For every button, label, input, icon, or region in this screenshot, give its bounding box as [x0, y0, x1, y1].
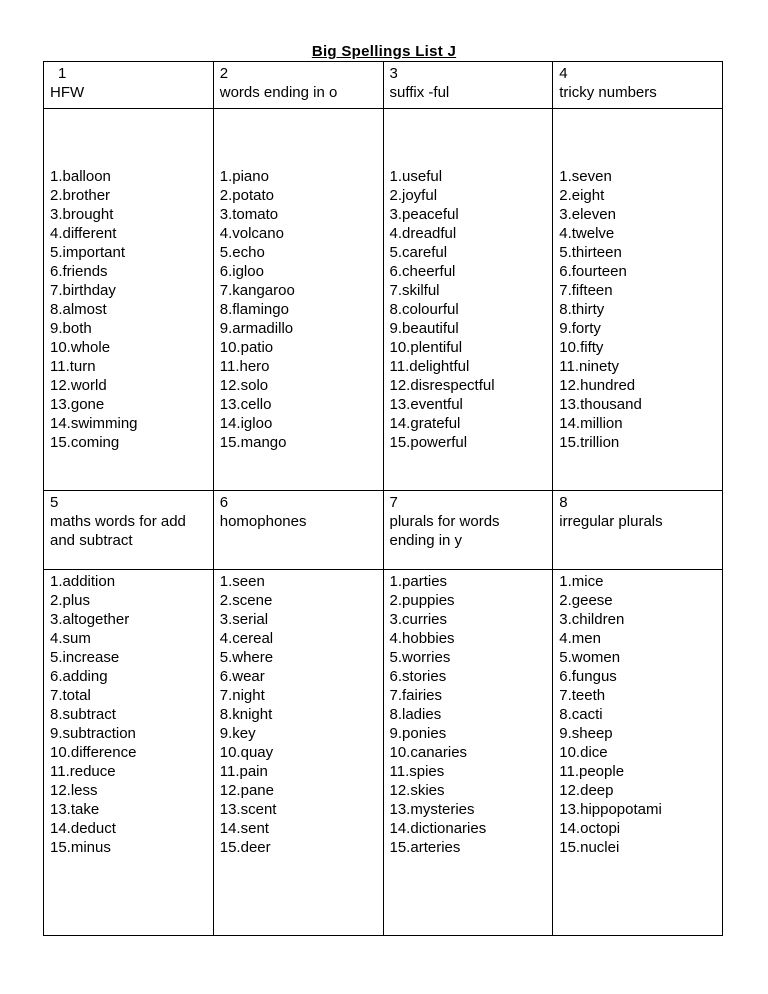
word-item: 4.volcano — [219, 225, 284, 242]
word-item: 7.kangaroo — [219, 282, 295, 299]
word-item: 6.igloo — [219, 263, 264, 280]
word-item: 11.people — [559, 763, 625, 780]
column-header-2 — [213, 62, 383, 109]
word-item: 14.octopi — [559, 820, 621, 837]
table-row — [44, 570, 723, 936]
word-item: 5.careful — [389, 244, 448, 261]
word-item: 3.eleven — [559, 206, 616, 223]
word-item: 8.knight — [219, 706, 273, 723]
word-item: 8.subtract — [50, 706, 116, 723]
word-item: 2.puppies — [389, 592, 455, 609]
word-item: 10.plentiful — [389, 339, 463, 356]
word-item: 2.joyful — [389, 187, 438, 204]
word-item: 6.fourteen — [559, 263, 627, 280]
word-item: 15.powerful — [389, 434, 468, 451]
word-list-1 — [44, 109, 214, 491]
word-item: 14.deduct — [50, 820, 116, 837]
word-item: 11.ninety — [559, 358, 620, 375]
word-item: 6.adding — [50, 668, 108, 685]
word-item: 13.mysteries — [389, 801, 475, 818]
word-item: 11.hero — [219, 358, 270, 375]
word-item: 5.where — [219, 649, 274, 666]
word-item: 14.sent — [219, 820, 269, 837]
word-item: 13.scent — [219, 801, 277, 818]
word-item: 14.million — [559, 415, 623, 432]
word-item: 8.flamingo — [219, 301, 289, 318]
word-item: 8.almost — [50, 301, 107, 318]
column-number: 2 — [219, 65, 229, 82]
word-item: 14.swimming — [50, 415, 138, 432]
word-item: 1.balloon — [50, 168, 111, 185]
word-item: 12.hundred — [559, 377, 636, 394]
word-item: 6.fungus — [559, 668, 617, 685]
word-item: 9.key — [219, 725, 256, 742]
word-item: 13.eventful — [389, 396, 463, 413]
word-item: 9.subtraction — [50, 725, 136, 742]
word-item: 3.brought — [50, 206, 114, 223]
word-item: 6.friends — [50, 263, 108, 280]
word-item: 4.hobbies — [389, 630, 455, 647]
word-item: 11.delightful — [389, 358, 470, 375]
word-item: 10.quay — [219, 744, 274, 761]
word-item: 15.arteries — [389, 839, 461, 856]
column-number: 8 — [559, 494, 568, 511]
word-item: 13.thousand — [559, 396, 642, 413]
word-item: 8.thirty — [559, 301, 605, 318]
word-item: 3.peaceful — [389, 206, 459, 223]
word-item: 5.worries — [389, 649, 451, 666]
word-item: 9.sheep — [559, 725, 613, 742]
word-list-4 — [553, 109, 723, 491]
column-heading: suffix -ful — [389, 84, 450, 101]
word-item: 12.less — [50, 782, 98, 799]
word-item: 12.pane — [219, 782, 274, 799]
column-header-1 — [44, 62, 214, 109]
word-list-7 — [383, 570, 553, 936]
word-item: 8.ladies — [389, 706, 442, 723]
word-item: 13.gone — [50, 396, 105, 413]
word-item: 12.solo — [219, 377, 269, 394]
word-item: 1.mice — [559, 573, 604, 590]
word-item: 1.parties — [389, 573, 448, 590]
word-item: 7.teeth — [559, 687, 606, 704]
word-list-2 — [213, 109, 383, 491]
word-item: 13.hippopotami — [559, 801, 662, 818]
word-item: 12.deep — [559, 782, 614, 799]
word-item: 3.serial — [219, 611, 269, 628]
word-item: 5.echo — [219, 244, 265, 261]
word-item: 12.world — [50, 377, 107, 394]
column-header-5 — [44, 491, 214, 570]
word-item: 10.dice — [559, 744, 608, 761]
word-item: 14.grateful — [389, 415, 461, 432]
word-list-3 — [383, 109, 553, 491]
table-row — [44, 109, 723, 491]
column-number: 6 — [219, 494, 229, 511]
column-heading: HFW — [50, 84, 85, 101]
word-item: 7.fifteen — [559, 282, 613, 299]
word-item: 2.scene — [219, 592, 273, 609]
word-item: 1.seen — [219, 573, 265, 590]
word-item: 2.eight — [559, 187, 605, 204]
column-heading: plurals for words ending in y — [389, 513, 500, 549]
word-item: 2.plus — [50, 592, 91, 609]
word-item: 6.wear — [219, 668, 265, 685]
word-item: 4.different — [50, 225, 117, 242]
column-number: 7 — [389, 494, 398, 511]
word-item: 3.tomato — [219, 206, 279, 223]
word-item: 5.women — [559, 649, 621, 666]
word-item: 15.trillion — [559, 434, 620, 451]
table-row — [44, 62, 723, 109]
word-item: 5.important — [50, 244, 126, 261]
word-item: 9.forty — [559, 320, 601, 337]
spellings-table — [43, 61, 723, 936]
word-item: 2.potato — [219, 187, 274, 204]
word-item: 12.skies — [389, 782, 445, 799]
word-item: 11.pain — [219, 763, 268, 780]
word-item: 15.nuclei — [559, 839, 620, 856]
word-item: 7.birthday — [50, 282, 116, 299]
word-item: 13.take — [50, 801, 100, 818]
word-item: 3.children — [559, 611, 625, 628]
word-item: 4.sum — [50, 630, 91, 647]
word-item: 6.stories — [389, 668, 447, 685]
word-item: 9.ponies — [389, 725, 447, 742]
column-number: 4 — [559, 65, 568, 82]
word-item: 14.dictionaries — [389, 820, 487, 837]
word-item: 5.thirteen — [559, 244, 622, 261]
word-item: 15.mango — [219, 434, 287, 451]
word-item: 7.total — [50, 687, 91, 704]
word-item: 10.whole — [50, 339, 111, 356]
word-item: 4.men — [559, 630, 601, 647]
word-item: 10.difference — [50, 744, 137, 761]
word-item: 1.seven — [559, 168, 612, 185]
word-item: 7.skilful — [389, 282, 440, 299]
word-item: 4.twelve — [559, 225, 615, 242]
column-number: 3 — [389, 65, 398, 82]
word-item: 13.cello — [219, 396, 272, 413]
word-item: 11.spies — [389, 763, 445, 780]
column-number: 1 — [58, 65, 67, 82]
word-item: 5.increase — [50, 649, 120, 666]
word-item: 14.igloo — [219, 415, 273, 432]
word-item: 2.brother — [50, 187, 111, 204]
word-item: 2.geese — [559, 592, 613, 609]
word-list-6 — [213, 570, 383, 936]
word-item: 3.altogether — [50, 611, 130, 628]
word-item: 6.cheerful — [389, 263, 456, 280]
word-list-8 — [553, 570, 723, 936]
word-item: 9.armadillo — [219, 320, 294, 337]
column-header-4 — [553, 62, 723, 109]
word-item: 8.cacti — [559, 706, 603, 723]
word-item: 8.colourful — [389, 301, 459, 318]
word-item: 1.piano — [219, 168, 269, 185]
column-number: 5 — [50, 494, 59, 511]
word-item: 9.beautiful — [389, 320, 459, 337]
word-item: 15.deer — [219, 839, 271, 856]
column-header-7 — [383, 491, 553, 570]
column-heading: irregular plurals — [559, 513, 663, 530]
word-item: 4.dreadful — [389, 225, 457, 242]
word-item: 7.night — [219, 687, 265, 704]
column-header-3 — [383, 62, 553, 109]
column-heading: homophones — [219, 513, 307, 530]
word-item: 4.cereal — [219, 630, 274, 647]
word-item: 15.coming — [50, 434, 120, 451]
word-item: 10.fifty — [559, 339, 604, 356]
word-item: 3.curries — [389, 611, 448, 628]
table-row — [44, 491, 723, 570]
column-header-8 — [553, 491, 723, 570]
word-item: 15.minus — [50, 839, 111, 856]
word-item: 7.fairies — [389, 687, 443, 704]
word-list-5 — [44, 570, 214, 936]
column-heading: words ending in o — [219, 84, 338, 101]
column-heading: maths words for add and subtract — [50, 513, 186, 549]
word-item: 12.disrespectful — [389, 377, 495, 394]
word-item: 1.useful — [389, 168, 443, 185]
column-header-6 — [213, 491, 383, 570]
word-item: 11.turn — [50, 358, 96, 375]
column-heading: tricky numbers — [559, 84, 657, 101]
word-item: 9.both — [50, 320, 92, 337]
page-title: Big Spellings List J — [311, 43, 457, 60]
word-item: 10.canaries — [389, 744, 468, 761]
word-item: 11.reduce — [50, 763, 116, 780]
word-item: 10.patio — [219, 339, 274, 356]
word-item: 1.addition — [50, 573, 116, 590]
